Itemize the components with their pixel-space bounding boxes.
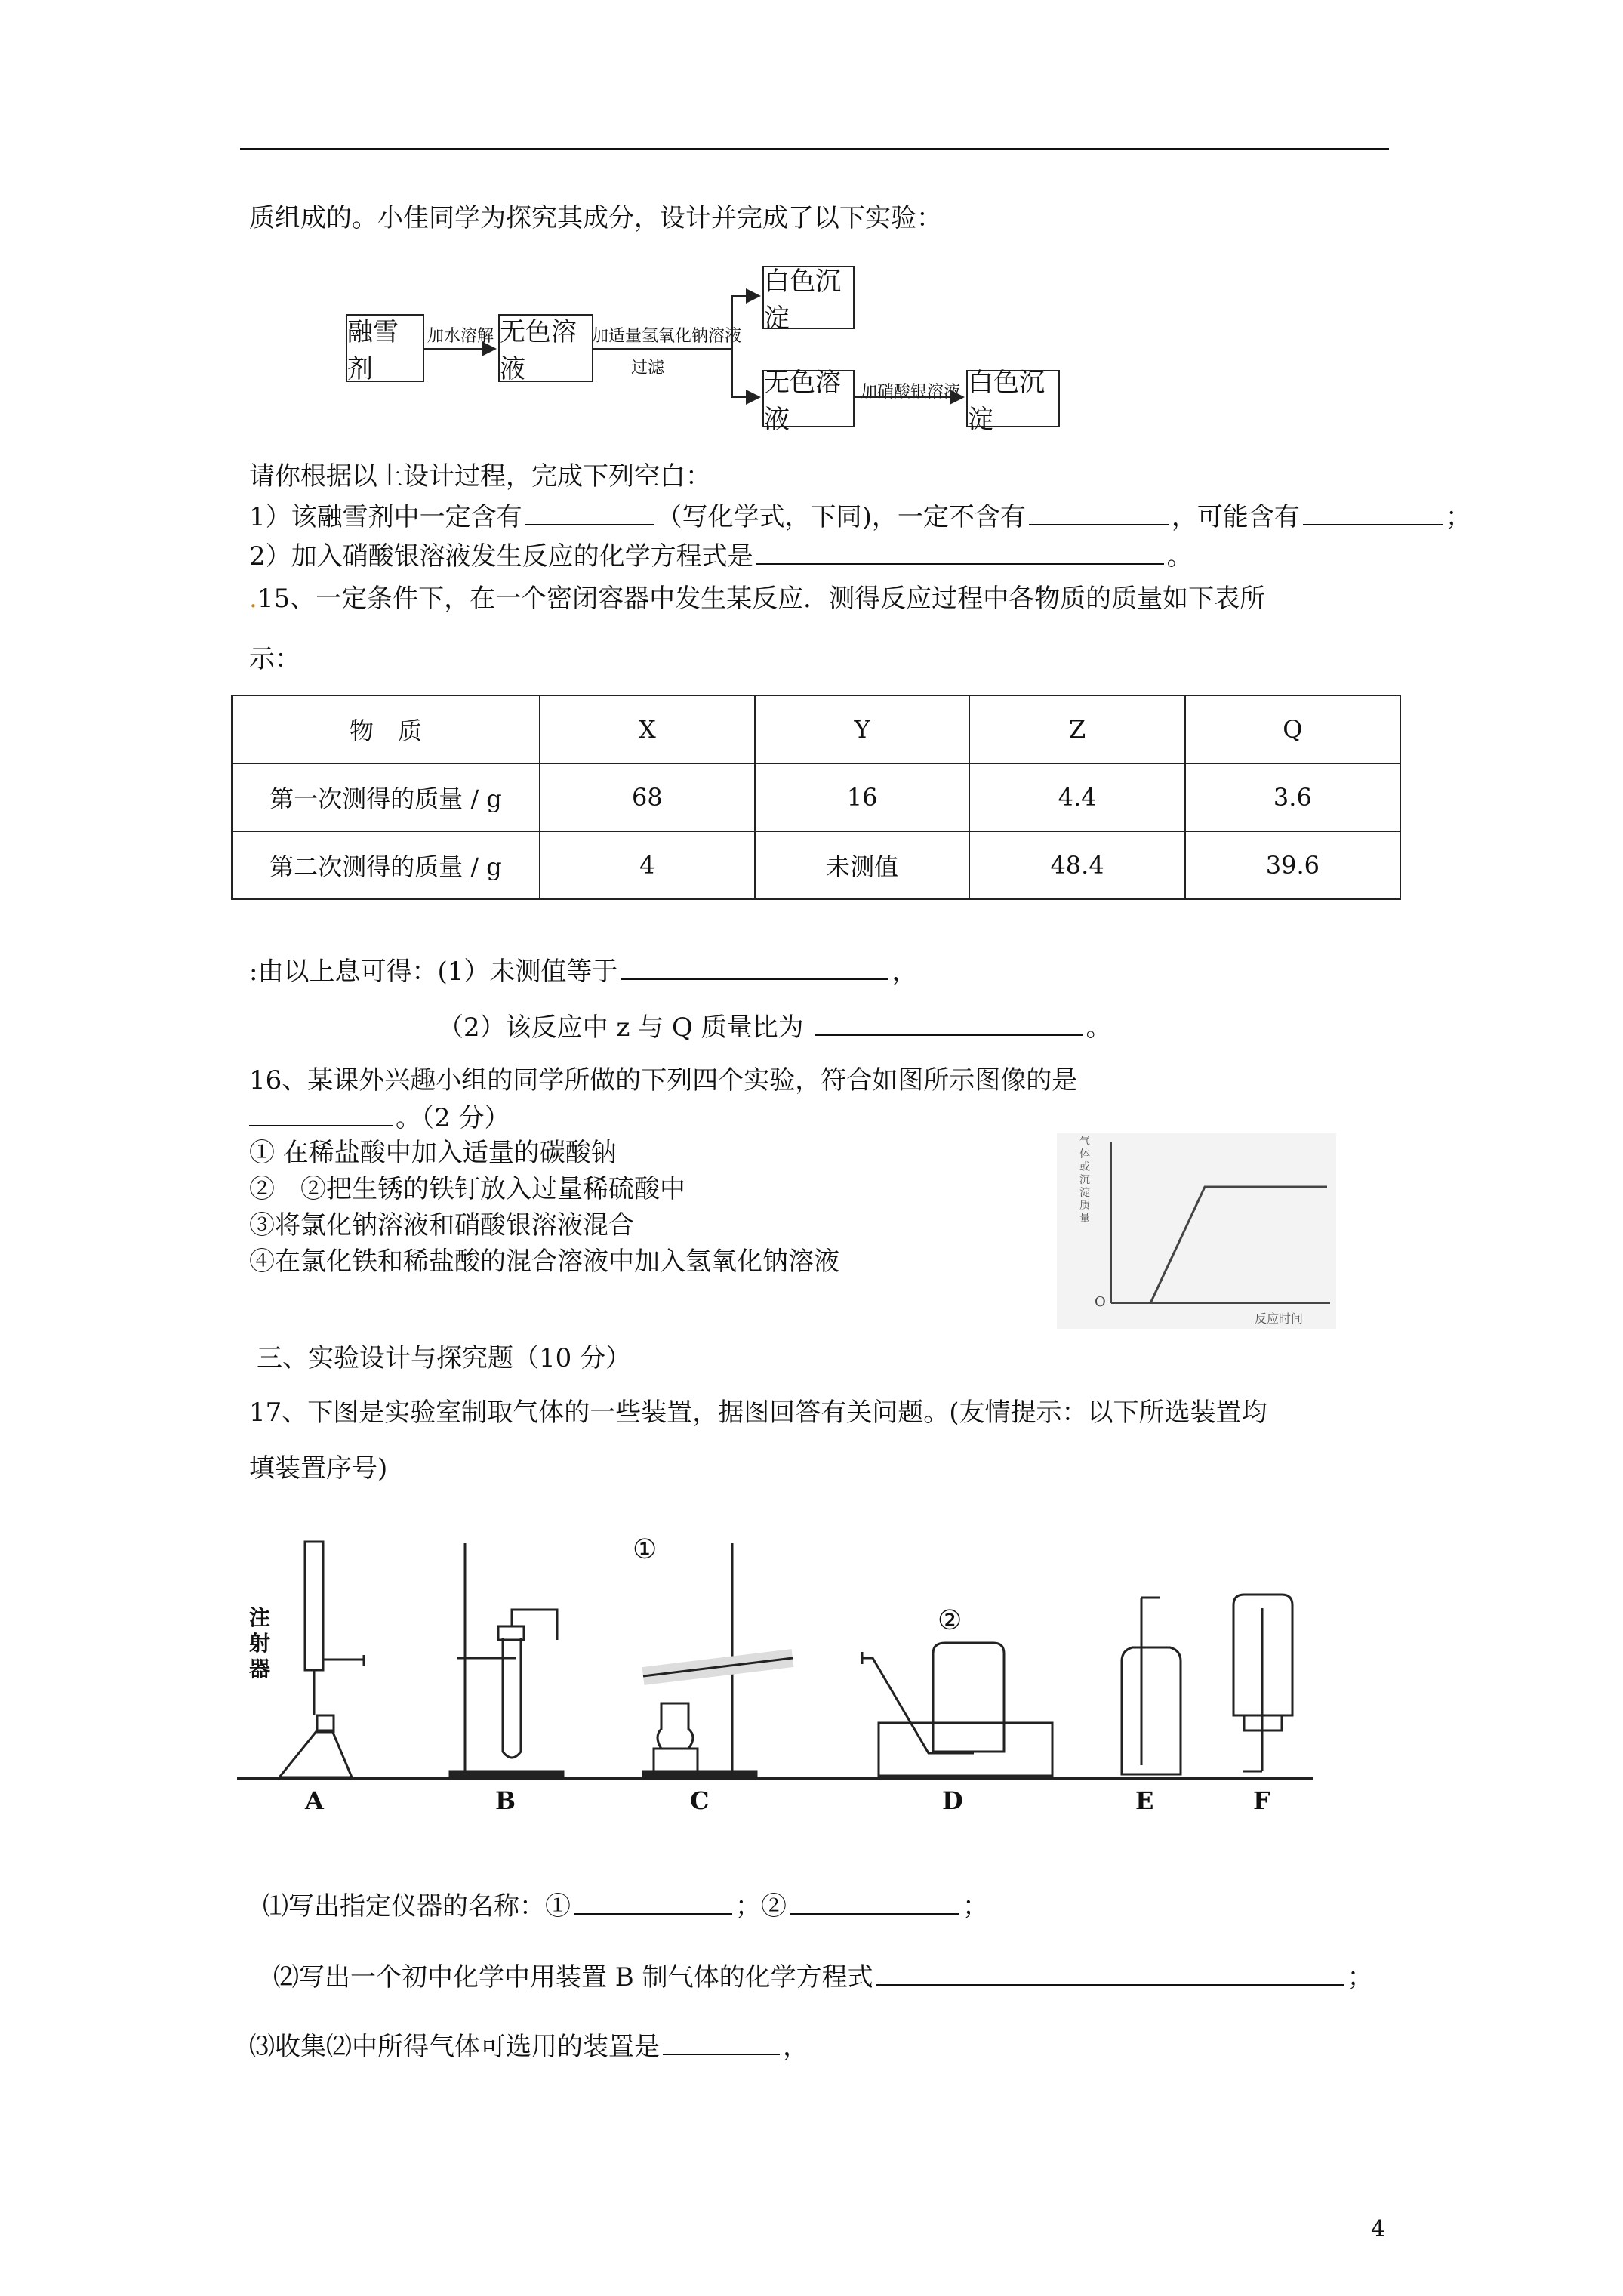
- flow-mid-box: 无色溶液: [498, 314, 593, 382]
- answer-blank[interactable]: [1029, 498, 1169, 525]
- q15-line2: 示：: [249, 644, 300, 674]
- table-cell: 第一次测得的质量 / g: [232, 763, 540, 831]
- table-header-row: [232, 695, 1400, 763]
- answer-blank[interactable]: [621, 953, 888, 980]
- q14-line2: [249, 538, 1193, 574]
- table-cell: 48.4: [969, 831, 1184, 899]
- q16-option: ① 在稀盐酸中加入适量的碳酸钠: [249, 1138, 617, 1168]
- q14-line1-b: （写化学式，下同)，一定不含有: [656, 502, 1026, 532]
- q15-line1: .15、一定条件下，在一个密闭容器中发生某反应．测得反应过程中各物质的质量如下表所: [249, 584, 1266, 614]
- q15-after2: （2）该反应中 z 与 Q 质量比为 。: [438, 1009, 1111, 1045]
- q15-marker: .: [249, 584, 257, 614]
- section3-heading: 三、实验设计与探究题（10 分）: [257, 1343, 632, 1373]
- apparatus-label: B: [495, 1786, 516, 1815]
- apparatus-label: E: [1135, 1786, 1154, 1815]
- q14-line1: [249, 498, 1471, 535]
- answer-blank[interactable]: [876, 1959, 1344, 1986]
- q14-line2-end: 。: [1166, 541, 1193, 572]
- apparatus-label: F: [1253, 1786, 1270, 1815]
- syringe-label: 注射器: [249, 1605, 271, 1681]
- intro-line: 质组成的。小佳同学为探究其成分，设计并完成了以下实验：: [249, 203, 942, 233]
- q14-line2-a: 2）加入硝酸银溶液发生反应的化学方程式是: [249, 541, 753, 572]
- q16-chart-xlabel: 反应时间: [1255, 1311, 1304, 1326]
- table-cell: 第二次测得的质量 / g: [232, 831, 540, 899]
- q17-line1: 17、下图是实验室制取气体的一些装置，据图回答有关问题。(友情提示：以下所选装置均: [249, 1398, 1267, 1428]
- table-cell: 4.4: [969, 763, 1184, 831]
- answer-blank[interactable]: [1303, 498, 1443, 525]
- flow-upper-box: 白色沉淀: [762, 266, 855, 329]
- q16-chart-origin: O: [1095, 1294, 1106, 1310]
- flow-arrow3-label: 加硝酸银溶液: [861, 383, 961, 402]
- apparatus-label: C: [690, 1786, 710, 1815]
- q17-line2: 填装置序号): [249, 1453, 388, 1484]
- q17-sub1: ⑴写出指定仪器的名称：① ；② ；: [263, 1888, 988, 1924]
- table-header-cell: Z: [969, 695, 1184, 763]
- answer-blank[interactable]: [249, 1099, 393, 1126]
- table-cell: 3.6: [1185, 763, 1400, 831]
- table-cell: 16: [755, 763, 970, 831]
- q16-line1: 16、某课外兴趣小组的同学所做的下列四个实验，符合如图所示图像的是: [249, 1065, 1078, 1096]
- table-row: [232, 831, 1400, 899]
- answer-blank[interactable]: [663, 2028, 780, 2055]
- table-header-cell: Q: [1185, 695, 1400, 763]
- q14-line1-a: 1）该融雪剂中一定含有: [249, 502, 522, 532]
- q16-chart-line: [1150, 1187, 1327, 1303]
- apparatus-svg: [226, 1525, 1359, 1820]
- apparatus-figure: [226, 1525, 1359, 1820]
- flow-arrows: [0, 0, 1623, 529]
- q15-after1: :由以上息可得：(1）未测值等于 ，: [249, 953, 917, 989]
- answer-blank[interactable]: [525, 498, 654, 525]
- marker-1: ①: [633, 1534, 658, 1565]
- table-cell: 39.6: [1185, 831, 1400, 899]
- q16-chart: [1057, 1133, 1336, 1329]
- table-header-cell: X: [540, 695, 755, 763]
- q16-option: ④在氯化铁和稀盐酸的混合溶液中加入氢氧化钠溶液: [249, 1247, 839, 1277]
- table-cell: 4: [540, 831, 755, 899]
- flow-arrow1-label: 加水溶解: [427, 327, 494, 346]
- q14-line1-c: ，可能含有: [1171, 502, 1300, 532]
- q16-line2: 。（2 分）: [249, 1099, 510, 1136]
- table-header-cell: 物 质: [232, 695, 540, 763]
- marker-2: ②: [938, 1605, 962, 1636]
- flow-arrow2-label: 加适量氢氧化钠溶液: [592, 327, 742, 346]
- flow-start-box: 融雪剂: [346, 314, 424, 382]
- flow-end-box: 白色沉淀: [966, 370, 1060, 427]
- q17-sub2: ⑵写出一个初中化学中用装置 B 制气体的化学方程式 ；: [273, 1959, 1373, 1995]
- page-number: 4: [1371, 2216, 1386, 2242]
- q16-option: ② ②把生锈的铁钉放入过量稀硫酸中: [249, 1174, 685, 1204]
- table-cell: 未测值: [755, 831, 970, 899]
- table-cell: 68: [540, 763, 755, 831]
- q16-option: ③将氯化钠溶液和硝酸银溶液混合: [249, 1210, 634, 1240]
- q16-chart-ylabel: 气体或沉淀质量: [1079, 1136, 1090, 1225]
- mass-table: [231, 695, 1401, 900]
- answer-blank[interactable]: [790, 1888, 959, 1915]
- answer-blank[interactable]: [756, 538, 1164, 565]
- flow-arrow2-sub: 过滤: [631, 359, 665, 378]
- answer-blank[interactable]: [574, 1888, 732, 1915]
- table-header-cell: Y: [755, 695, 970, 763]
- q14-instruction: 请你根据以上设计过程，完成下列空白：: [249, 461, 711, 492]
- apparatus-label: A: [305, 1786, 324, 1815]
- flow-lower-box: 无色溶液: [762, 370, 855, 427]
- apparatus-label: D: [942, 1786, 963, 1815]
- table-row: [232, 763, 1400, 831]
- answer-blank[interactable]: [815, 1009, 1083, 1036]
- q17-sub3: ⑶收集⑵中所得气体可选用的装置是 ，: [249, 2028, 808, 2064]
- q14-line1-end: ；: [1445, 502, 1471, 532]
